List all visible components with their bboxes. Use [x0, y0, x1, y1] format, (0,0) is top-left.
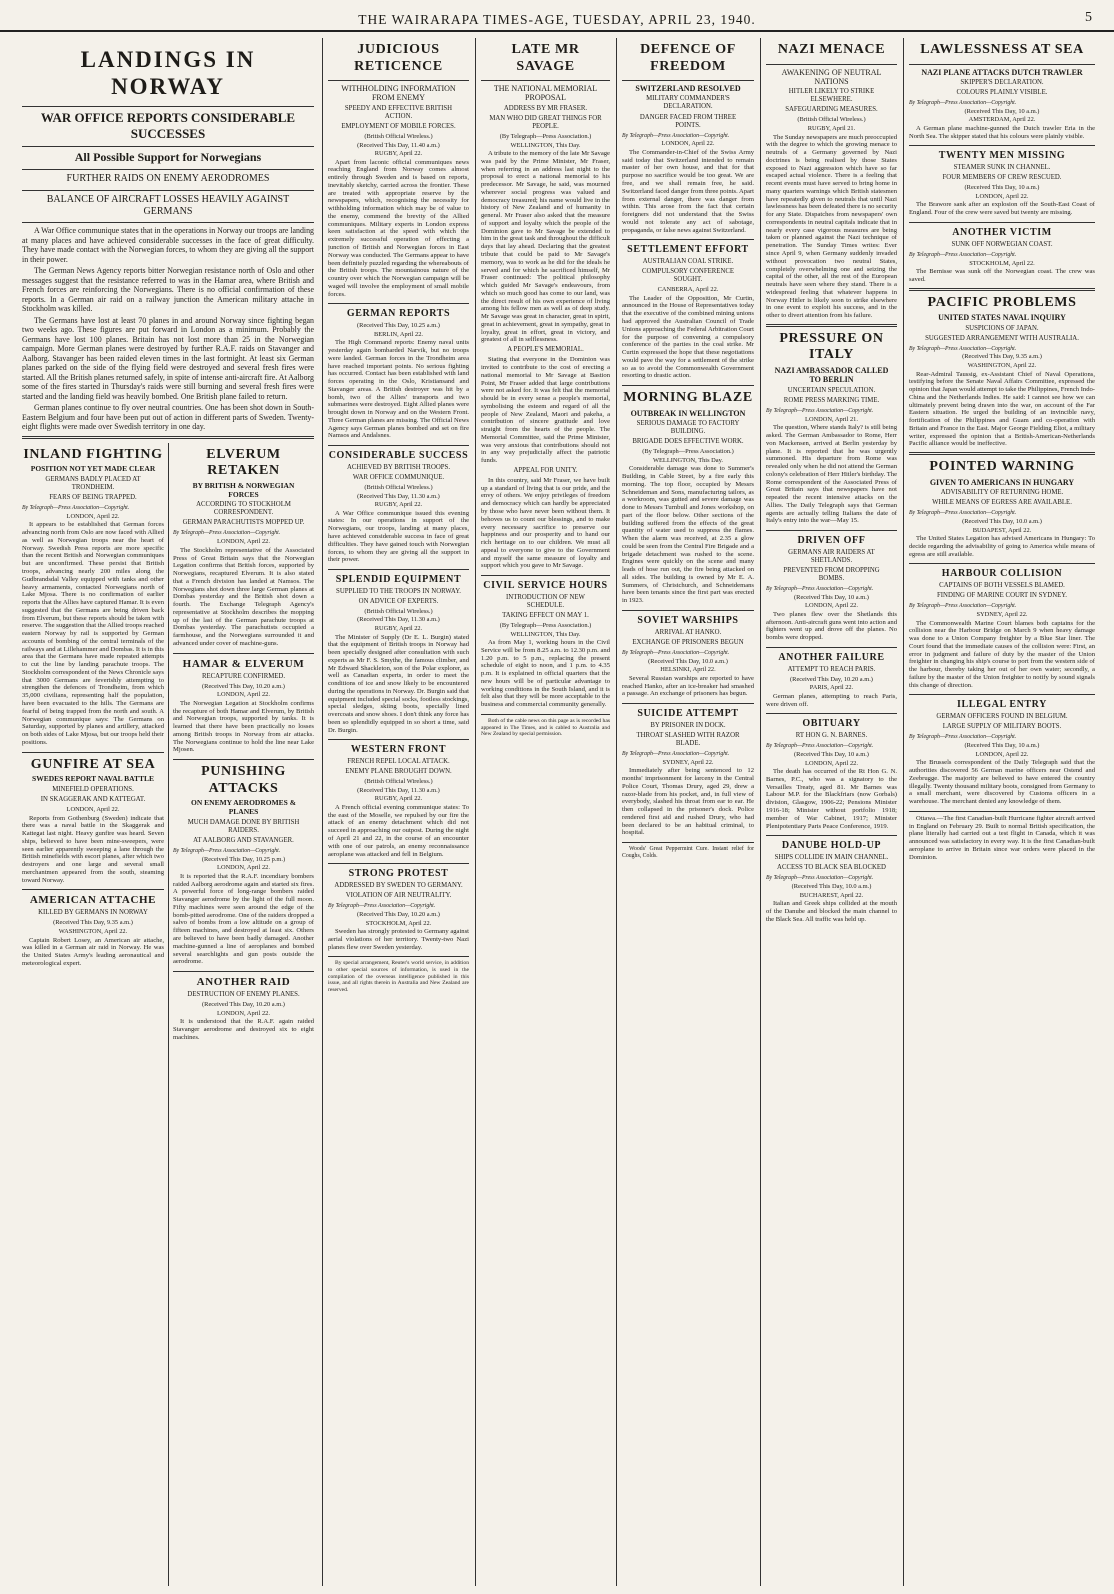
headline-late-mr-savage: LATE MR SAVAGE	[511, 42, 580, 74]
article-body: The United States Legation has advised Americans in Hungary: To decide regarding the advisability of going to America while means of egress are still available.	[909, 535, 1095, 558]
subhead: SERIOUS DAMAGE TO FACTORY BUILDING.	[636, 420, 740, 436]
subhead: ON ENEMY AERODROMES & PLANES	[191, 798, 296, 817]
headline-pressure-on-italy: PRESSURE ON ITALY	[779, 330, 884, 363]
subhead: NAZI PLANE ATTACKS DUTCH TRAWLER	[921, 67, 1083, 77]
subhead: FEARS OF BEING TRAPPED.	[49, 494, 137, 502]
received-line: (Received This Day, 9.35 a.m.)	[53, 919, 133, 927]
byline: (British Official Wireless.)	[364, 778, 433, 786]
subhead: AWAKENING OF NEUTRAL NATIONS	[781, 67, 882, 86]
dateline: BUDAPEST, April 22.	[972, 526, 1032, 534]
subhead: ON ADVICE OF EXPERTS.	[358, 597, 439, 605]
dateline: RUGBY, April 22.	[374, 150, 423, 158]
byline: By Telegraph—Press Association—Copyright.	[909, 251, 1017, 258]
article-body: The death has occurred of the Rt Hon G. N. Barnes, P.C., who was a signatory to the Versailles Treaty, aged 81. Mr Barnes was Labour M.P. for the Blackfriars (now Gorbals) division, Glasgow, 1906-22; Pensions Minister 1916-18; Minister without portfolio 1918; member of War Cabinet, 1917; Minister Plenipotentiary Paris Peace Conference, 1919.	[766, 768, 897, 830]
headline-danube-hold-up: DANUBE HOLD-UP	[781, 840, 882, 852]
subhead: ATTEMPT TO REACH PARIS.	[787, 665, 876, 673]
subhead: SWEDES REPORT NAVAL BATTLE	[32, 774, 154, 784]
dateline: RUGBY, April 22.	[374, 795, 423, 803]
headline-lawlessness-at-sea: LAWLESSNESS AT SEA	[920, 42, 1084, 57]
copyright-note: Both of the cable news on this page as is recorded has appeared in The Times, and is cabled to Australia and New Zealand by special permission.	[481, 717, 610, 738]
dateline: STOCKHOLM, April 22.	[969, 259, 1035, 267]
subhead: EXCHANGE OF PRISONERS BEGUN	[632, 638, 744, 646]
subhead: BRIGADE DOES EFFECTIVE WORK.	[632, 438, 744, 446]
subhead: FRENCH REPEL LOCAL ATTACK.	[347, 758, 450, 766]
headline-another-failure: ANOTHER FAILURE	[778, 652, 885, 664]
headline-nazi-menace: NAZI MENACE	[777, 42, 886, 57]
dateline: LONDON, April 22.	[66, 806, 120, 813]
subhead: FOUR MEMBERS OF CREW RESCUED.	[942, 174, 1062, 182]
column-4	[622, 38, 754, 1586]
advertisement-line: Woods' Great Peppermint Cure. Instant relief for Coughs, Colds.	[622, 846, 754, 859]
subhead: GIVEN TO AMERICANS IN HUNGARY	[929, 477, 1075, 487]
subhead: DESTRUCTION OF ENEMY PLANES.	[187, 991, 300, 998]
subhead: MILITARY COMMANDER'S DECLARATION.	[646, 95, 730, 111]
article-body: Two planes flew over the Shetlands this afternoon. Anti-aircraft guns went into action and fighters went up and drove off the planes. No bombs were dropped.	[766, 610, 897, 642]
article-body: The Brawore sank after an explosion off the South-East Coast of England. Four of the crew were saved but twenty are missing.	[909, 201, 1095, 217]
article-body: A French official evening communique states: To the east of the Moselle, we repulsed by our fire the attack of an enemy detachment which did not succeed in approaching our outpost. During the night of April 21 and 22, in the course of an encounter with one of our patrols, an enemy reconnaissance aeroplane was attacked and fell in Belgium.	[328, 803, 469, 858]
received-line: (Received This Day, 11.30 a.m.)	[357, 492, 440, 500]
article-body: The Bernisse was sunk off the Norwegian coast. The crew was saved.	[909, 268, 1095, 283]
article-body: Considerable damage was done to Summer's Building, in Cable Street, by a fire early this morning. The top floor, occupied by Messrs Schneideman and Sons, manufacturing tailors, as a workroom, was gutted and severe damage was done to Messrs Turnbull and Jones workshop, on part of the floor below. Other sections of the building suffered from the effects of the great quantity of water used to suppress the flames. When the alarm was received, at 2.35 a glow could be seen from the Central Fire Brigade and a brigade detachment was rushed to the scene. Engines were quickly on the scene and many leads of hose run out, the fire being attacked on all sides. The building is owned by Mr E. A. Summers, of Christchurch, and Schneidemans have been tenants since the first part was erected in 1923.	[622, 465, 754, 605]
dateline: RUGBY, April 22.	[374, 624, 423, 632]
headline-soviet-warships: SOVIET WARSHIPS	[637, 615, 739, 627]
dateline: WELLINGTON, This Day.	[510, 630, 581, 638]
subhead: OUTBREAK IN WELLINGTON	[630, 408, 746, 418]
subhead: FURTHER RAIDS ON ENEMY AERODROMES	[66, 173, 270, 185]
received-line: (Received This Day, 11.40 a.m.)	[357, 141, 440, 149]
subhead: FINDING OF MARINE COURT IN SYDNEY.	[937, 592, 1067, 600]
column-1	[22, 38, 314, 1586]
byline: By Telegraph—Press Association—Copyright.	[909, 345, 1017, 352]
subhead: WHILE MEANS OF EGRESS ARE AVAILABLE.	[932, 499, 1072, 507]
subhead: MAN WHO DID GREAT THINGS FOR PEOPLE.	[489, 114, 602, 130]
byline: By Telegraph—Press Association—Copyright.	[766, 586, 874, 593]
subhead: STEAMER SUNK IN CHANNEL.	[953, 164, 1051, 172]
received-line: (Received This Day, 11.30 a.m.)	[357, 616, 440, 624]
headline-morning-blaze: MORNING BLAZE	[623, 390, 753, 406]
headline-punishing-attacks: PUNISHING ATTACKS	[201, 764, 286, 796]
dateline: WASHINGTON, April 22.	[58, 927, 128, 935]
dateline: WELLINGTON, This Day.	[653, 456, 723, 464]
received-line: (Received This Day, 10.25 a.m.)	[357, 322, 440, 330]
subhead: COMPULSORY CONFERENCE SOUGHT.	[641, 268, 735, 284]
subhead: GERMAN OFFICERS FOUND IN BELGIUM.	[936, 713, 1068, 721]
dateline: HELSINKI, April 22.	[660, 666, 716, 674]
byline: By Telegraph—Press Association—Copyright.	[909, 99, 1017, 106]
dateline: LONDON, April 21.	[805, 415, 858, 423]
subhead: AT AALBORG AND STAVANGER.	[193, 836, 294, 844]
byline: By Telegraph—Press Association—Copyright.	[22, 505, 130, 512]
headline-american-attache: AMERICAN ATTACHE	[29, 894, 157, 907]
subhead: APPEAL FOR UNITY.	[513, 466, 578, 474]
paragraph: The German News Agency reports bitter Norwegian resistance north of Oslo and other messages suggest that the resistance referred to was in the Hamar area, where British and French forces are reinforcing the Norwegians. There is no official confirmation of these reports. In a German air raid on a railway junction the American military attache in Stockholm was killed.	[22, 266, 314, 314]
dateline: AMSTERDAM, April 22.	[968, 116, 1036, 124]
received-line: (Received This Day, 10.0 a.m.)	[648, 657, 728, 665]
headline-western-front: WESTERN FRONT	[350, 744, 447, 756]
dateline: BUCHAREST, April 22.	[799, 891, 864, 899]
headline-harbour-collision: HARBOUR COLLISION	[941, 568, 1063, 580]
article-body: Apart from laconic official communiques news reaching England from Norway comes almost entirely through Sweden and is based on reports, inevitably sketchy, carried across the frontier. These are treated with appropriate reserve by the newspapers, which, recognising the necessity for withholding information which may be of value to the enemy, commend the brevity of the Allied communiques. Military experts in London express keen satisfaction at the speed with which the extremely successful operation of effecting a junction of British and Norwegian forces in East Norway was conducted. The Germans appear to have been definitely puzzled regarding the whereabouts of the British troops. The mountainous nature of the country over which the Norwegian campaign will be waged will involve the employment of small mobile forces.	[328, 158, 469, 298]
article-body: German planes, attempting to reach Paris, were driven off.	[766, 692, 897, 708]
dateline: LONDON, April 22.	[805, 759, 858, 767]
byline: (By Telegraph—Press Association.)	[642, 448, 734, 456]
article-body: Italian and Greek ships collided at the mouth of the Danube and blocked the main channel to the Black Sea. All traffic was held up.	[766, 900, 897, 923]
article-body: It is reported that the R.A.F. incendiary bombers raided Aalborg aerodrome again and started six fires. A powerful force of long-range bombers raided Stavanger aerodrome by the light of the full moon. Fifty machines were seen around the edge of the bomb-pitted aerodrome. One of the raiders dropped a salvo of bombs from a low altitude on a group of fifteen machines, and destroyed at least six. Others are believed to have been badly damaged. Another machine-gunned a line of aeroplanes and bombed several searchlights and gun posts outside the aerodrome.	[173, 872, 314, 966]
dateline: LONDON, April 22.	[217, 691, 270, 699]
article-body: A War Office communique issued this evening states: In our operations in support of the Norwegians, our troops, landing at many places, have achieved considerable success in face of great difficulties. They have gained touch with Norwegian forces, to whom they are giving all the support in their power.	[328, 509, 469, 564]
subhead: ADDRESS BY MR FRASER.	[503, 104, 588, 112]
subhead: GERMANS BADLY PLACED AT TRONDHEIM.	[45, 475, 141, 491]
subcolumn-left	[22, 443, 164, 1586]
headline-splendid-equipment: SPLENDID EQUIPMENT	[335, 574, 462, 586]
dateline: RUGBY, April 21.	[807, 124, 856, 132]
byline: (British Official Wireless.)	[364, 607, 433, 615]
subhead: COLOURS PLAINLY VISIBLE.	[956, 88, 1048, 96]
dateline: CANBERRA, April 22.	[657, 286, 719, 294]
dateline: LONDON, April 22.	[217, 864, 270, 872]
byline: By Telegraph—Press Association—Copyright.	[173, 847, 281, 854]
subhead: MINEFIELD OPERATIONS.	[52, 785, 134, 793]
subhead: ACCESS TO BLACK SEA BLOCKED	[777, 864, 886, 872]
received-line: (Received This Day, 10.20 a.m.)	[202, 682, 285, 690]
column-rule	[760, 38, 761, 1586]
subhead: TAKING EFFECT ON MAY 1.	[502, 611, 589, 619]
byline: By Telegraph—Press Association—Copyright.	[909, 603, 1017, 610]
article-body: A tribute to the memory of the late Mr Savage was paid by the Prime Minister, Mr Fraser, when referring in an address last night to the proposal to erect a national memorial to his predecessor. Mr Savage, he said, was mourned wherever social progress was valued and democracy treasured; his name would live in the history of New Zealand and of humanity in general. Mr Fraser also asked that the measure of support and loyalty which the people of the Dominion gave to Mr Savage be extended to him in the great task and throughout the difficult days that lay ahead. Declaring that the greatest tribute that could be paid to Mr Savage's memory, was to work as he did for the ideals he served and for which he sacrificed himself, Mr Fraser continued: The political philosophy which guided Mr Savage's endeavours, from which so much good has come to our land, was the direct result of his own experience of living among his fellow men as well as of deep study. Mr Savage was great in character, great in spirit, great in achievement, great in sympathy, great in loyalty, great in effort, great in victory, and greatest of all in selflessness.	[481, 150, 610, 344]
headline-twenty-men-missing: TWENTY MEN MISSING	[938, 150, 1066, 162]
subhead: SHIPS COLLIDE IN MAIN CHANNEL.	[774, 854, 889, 862]
headline-inland-fighting: INLAND FIGHTING	[23, 446, 163, 462]
received-line: (Received This Day, 10.20 a.m.)	[790, 675, 873, 683]
subhead: WITHHOLDING INFORMATION FROM ENEMY	[341, 84, 456, 103]
headline-another-victim: ANOTHER VICTIM	[952, 226, 1052, 238]
headline-german-reports: GERMAN REPORTS	[346, 308, 451, 320]
article-body: The Brussels correspondent of the Daily Telegraph said that the authorities discovered 56 German marine officers near Ostend and Zeebrugge. The majority are believed to have entered the country illegally. Twenty thousand military boots, consigned from Germany to a small merchant, were discovered by Customs officers in a warehouse. The merchant denied any knowledge of them.	[909, 759, 1095, 806]
byline: By Telegraph—Press Association—Copyright.	[622, 132, 730, 139]
headline-obituary: OBITUARY	[802, 718, 861, 730]
subhead: RECAPTURE CONFIRMED.	[201, 672, 286, 680]
article-body: The Leader of the Opposition, Mr Curtin, announced in the House of Representatives today that the executive of the combined mining unions had approved the Australian Council of Trade Unions approaching the Federal Arbitration Court for the purpose of convening a compulsory conference of the parties in the coal strike. Mr Curtin expressed the hope that these negotiations would pave the way for a settlement of the strike so as to avoid the Commonwealth Government resorting to drastic action.	[622, 294, 754, 380]
byline: By Telegraph—Press Association—Copyright.	[766, 407, 874, 414]
byline: (By Telegraph—Press Association.)	[499, 621, 592, 629]
byline: (British Official Wireless.)	[364, 484, 433, 492]
byline: By Telegraph—Press Association—Copyright.	[173, 530, 281, 537]
dateline: WASHINGTON, April 22.	[967, 361, 1037, 369]
headline-suicide-attempt: SUICIDE ATTEMPT	[637, 708, 739, 720]
column-2	[328, 38, 469, 1586]
dateline: PARIS, April 22.	[809, 684, 854, 692]
subhead: INTRODUCTION OF NEW SCHEDULE.	[506, 593, 585, 609]
article-body: Captain Robert Losey, an American air attache, was killed in a German air raid in Norway. He was the United States Army's leading aeronautical and meteorological expert.	[22, 936, 164, 967]
byline: (British Official Wireless.)	[364, 132, 433, 140]
subhead: THE NATIONAL MEMORIAL PROPOSAL	[493, 84, 598, 103]
column-rule	[616, 38, 617, 1586]
headline-gunfire-at-sea: GUNFIRE AT SEA	[30, 756, 156, 772]
subhead: GERMAN PARACHUTISTS MOPPED UP.	[182, 519, 305, 527]
subhead: WAR OFFICE REPORTS CONSIDERABLE SUCCESSES	[40, 110, 296, 141]
byline: By Telegraph—Press Association—Copyright.	[622, 750, 730, 757]
dateline: RUGBY, April 22.	[374, 501, 423, 509]
headline-driven-off: DRIVEN OFF	[797, 535, 866, 547]
received-line: (Received This Day, 10 a.m.)	[794, 751, 869, 759]
byline: By Telegraph—Press Association—Copyright.	[909, 734, 1017, 741]
subhead: NAZI AMBASSADOR CALLED TO BERLIN	[774, 365, 889, 385]
received-line: (Received This Day, 9.35 a.m.)	[962, 353, 1042, 361]
subcolumn-right	[173, 443, 314, 1586]
column-rule	[903, 38, 904, 1586]
article-body: The Stockholm representative of the Associated Press of Great Britain says that the Norwegian Legation confirms that British forces, supported by Norwegians, recaptured Elverum. It is also stated that a French division has landed at Namsos. The Norwegians shot down three large German planes at Dombas yesterday and the British shot down a fourth. The Exchange Telegraph Agency's representative at Stockholm describes the mopping up of the last of the German parachute troops at Dombas yesterday. The parachutists occupied a farmhouse, and the Norwegians surrounded it and advanced under cover of machine-guns.	[173, 546, 314, 647]
subhead: WAR OFFICE COMMUNIQUE.	[352, 474, 445, 482]
news-brief: Ottawa.—The first Canadian-built Hurricane fighter aircraft arrived in England on February 29. Built to normal British specification, the plane literally had carried out a test flight in Canada, which it was announced was satisfactory in every way. It is the first Canadian-built aeroplane to arrive in Britain since war orders were placed in the Dominion.	[909, 814, 1095, 861]
article-body: As from May 1, working hours in the Civil Service will be from 8.25 a.m. to 12.30 p.m. and 1.20 p.m. to 5 p.m., replacing the present schedule of eight to noon, and 1 p.m. to 4.35 p.m. It is explained in official quarters that the new hours will be of particular advantage to working conditions in the South Island, and it is felt also that they will be more acceptable to the business and commercial community generally.	[481, 639, 610, 709]
dateline: LONDON, April 22.	[661, 140, 715, 148]
received-line: (Received This Day, 10.20 a.m.)	[357, 910, 440, 918]
subhead: BY PRISONER IN DOCK.	[650, 721, 726, 729]
headline-another-raid: ANOTHER RAID	[196, 976, 291, 989]
received-line: (Received This Day, 10 a.m.)	[964, 107, 1040, 115]
masthead	[0, 0, 1114, 32]
article-body: It appears to be established that German forces advancing north from Oslo are now faced with Allied as well as Norwegian troops near the heart of Norway. Swedish Press reports are more specific than the recent British and Norwegian communiques but are unconfirmed. These persist that British troops, advancing nearly 200 miles along the Gudbrandsdal Valley equipped with tanks and other heavy armaments, contacted Norwegians north of Lake Mjosa. There is no confirmation of earlier reports that the Allies have captured Hamar. It is even suggested that the Germans are being driven back from Elverum, but these reports should be taken with reserve. The suggestion that the Allied troops reached eastern Norway by rail is supported by German accounts of bombing of the central terminals of the railways and at Lillehammer and Dombas. It is in this area that the Germans have made repeated attempts to cut the line by landing parachute troops. The Stockholm correspondent of the News Chronicle says that 3000 Germans are feverishly attempting to strengthen the defences of Trondheim, from which 35,000 civilians, representing half the population, have been evacuated to the hills. The Germans are fearful of being trapped from the north and south. A Norwegian communique says: The Germans on Saturday, supported by planes and artillery, attacked on both sides of Lake Mjosa, but our troops held their positions.	[22, 521, 164, 746]
subhead: ADDRESSED BY SWEDEN TO GERMANY.	[334, 882, 463, 890]
column-rule	[475, 38, 476, 1586]
headline-pointed-warning: POINTED WARNING	[929, 459, 1075, 475]
subhead: VIOLATION OF AIR NEUTRALITY.	[345, 892, 452, 900]
column-6	[909, 38, 1095, 1586]
subhead: SPEEDY AND EFFECTIVE BRITISH ACTION.	[344, 104, 453, 120]
byline: By Telegraph—Press Association—Copyright.	[328, 903, 436, 910]
lead-article-body	[22, 226, 314, 431]
article-body: The Commander-in-Chief of the Swiss Army said today that Switzerland intended to remain master of her own house, and that for that purpose no sacrifice would be too great. We are free, and we shall remain free, he said. Switzerland faced danger from three points. Apart from external danger, there was danger from within. This arose from the fact that certain foreigners did not understand that the Swiss would not tolerate any act of sabotage, propaganda, or false news against Switzerland.	[622, 148, 754, 234]
subhead: BY BRITISH & NORWEGIAN FORCES	[192, 480, 295, 499]
paragraph: A War Office communique states that in the operations in Norway our troops are landing at many places and have achieved considerable successes in the face of great difficulty. They have made contact with the Norwegian forces, to whom they are giving all the support in their power.	[22, 226, 314, 264]
subhead: SWITZERLAND RESOLVED	[635, 84, 741, 94]
dateline: LONDON, April 22.	[805, 602, 858, 610]
paragraph: The Germans have lost at least 70 planes in and around Norway since fighting began two weeks ago. These figures are put forward in London as a minimum. Probably the Germans have lost 100 planes. Britain has not lost more than 25 in the Norwegian campaign. More German planes were destroyed by further R.A.F. raids on Stavanger and Aalborg. Stavanger has been raided eleven times in the last fortnight. At least six German planes parked on the side of the flying field were destroyed and several fresh fires were started. All the British planes returned safely, in spite of intense anti-aircraft fire. At Aalborg some of the fires started in Thursday's raids were still burning and several fresh fires were started and the landing field was heavily bombed. One British plane failed to return.	[22, 315, 314, 401]
subhead: SUSPICIONS OF JAPAN.	[965, 324, 1039, 332]
article-body: Sweden has strongly protested to Germany against aerial violations of her territory. Twenty-two Nazi planes flew over Sweden yesterday.	[328, 928, 469, 951]
received-line: (Received This Day, 10.0 a.m.)	[791, 882, 872, 890]
received-line: (Received This Day, 10.0 a.m.)	[962, 517, 1042, 525]
dateline: LONDON, April 22.	[975, 750, 1029, 758]
byline: (British Official Wireless.)	[797, 116, 866, 124]
headline-illegal-entry: ILLEGAL ENTRY	[957, 699, 1047, 711]
byline: By Telegraph—Press Association—Copyright.	[766, 875, 874, 882]
received-line: (Received This Day, 10 a.m.)	[964, 184, 1040, 192]
subhead: HITLER LIKELY TO STRIKE ELSEWHERE.	[788, 88, 875, 104]
article-body: The question, Where stands Italy? is still being asked. The German Ambassador to Rome, Herr von Mackensen, arrived at Berlin yesterday by plane. It is reported that he was urgently summoned. His departure from Rome was revealed only when he did not attend the German colony's celebration of Herr Hitler's birthday. The Rome correspondent of the Associated Press of Great Britain says that newspapers have not repeated the recent intensive attacks on the Allies. The Daily Telegraph says that German agents are actually telling Italians the date of Italy's entry into the war—May 15.	[766, 424, 897, 525]
article-body: The Commonwealth Marine Court blames both captains for the collision near the Harbour Bridge on March 9 when heavy damage was done to a Union Company freighter by a Blue Star liner. The Court found that the immediate causes of the collision were: First, an error in judgment and failure of duty by the master of the Union freighter in changing his ship's course to port from the western side of the harbour, thereby taking her out of her own water; secondly, a failure by the master of the Union freighter to notify by sound signals this change of direction.	[909, 619, 1095, 689]
subhead: SUGGESTED ARRANGEMENT WITH AUSTRALIA.	[925, 334, 1079, 342]
page-number: 5	[1085, 10, 1092, 25]
received-line: (Received This Day, 10.20 a.m.)	[202, 1001, 285, 1009]
subhead: All Possible Support for Norwegians	[74, 149, 262, 164]
subhead: LARGE SUPPLY OF MILITARY BOOTS.	[942, 723, 1062, 731]
headline-landings-in-norway: LANDINGS IN NORWAY	[80, 47, 256, 100]
article-body: Several Russian warships are reported to have reached Hanko, after an ice-breaker had smashed a passage. An exchange of prisoners has begun.	[622, 674, 754, 698]
dateline: LONDON, April 22.	[975, 192, 1029, 200]
byline: (By Telegraph—Press Association.)	[499, 132, 592, 140]
subhead: ACHIEVED BY BRITISH TROOPS.	[346, 464, 451, 472]
article-body: It is understood that the R.A.F. again raided Stavanger aerodrome and destroyed six to eight machines.	[173, 1018, 314, 1041]
dateline: LONDON, April 22.	[66, 512, 120, 520]
subhead: UNITED STATES NAVAL INQUIRY	[938, 313, 1066, 323]
subhead: BALANCE OF AIRCRAFT LOSSES HEAVILY AGAINST GERMANS	[46, 193, 290, 217]
article-body: The Sunday newspapers are much preoccupied with the degree to which the growing menace to neutrals of a Germany governed by Nazi doctrines is being realised by those States exposed to Nazi aggression which have so far escaped actual violence. There is a feeling that recent events must have served to bring home in many quarters warnings which British statesmen have repeatedly given to neutrals that until Nazi lawlessness has been defeated there is no security for any State. Dispatches from newspapers' own correspondents in neutral capitals indicate that in nearly every case vigorous measures are being taken or planned against the Nazi technique of penetration. The Sunday Times writes: Ever since April 9, when Germany suddenly invaded without provocation two neutral States, completely overwhelming one and seizing the capital of the other, all the rest of the European neutrals have seen where they stand. There is a widespread feeling that whatever happens in Norway Hitler is likely soon to strike elsewhere in one event to exploit his success, and in the other to divert attention from his failure.	[766, 133, 897, 320]
headline-judicious-reticence: JUDICIOUS RETICENCE	[354, 42, 443, 74]
dateline: LONDON, April 22.	[217, 538, 270, 546]
column-rule	[322, 38, 323, 1586]
byline: By Telegraph—Press Association—Copyright.	[622, 649, 730, 656]
dateline: STOCKHOLM, April 22.	[365, 919, 432, 927]
byline: By Telegraph—Press Association—Copyright.	[766, 743, 874, 750]
masthead-title: THE WAIRARAPA TIMES-AGE, TUESDAY, APRIL 23, 1940.	[358, 12, 756, 27]
copyright-note: By special arrangement, Reuter's world service, in addition to other special sources of information, is used in the compilation of the overseas intelligence published in this issue, and all rights therein in Australia and New Zealand are reserved.	[328, 960, 469, 993]
article-body: Reports from Gothenburg (Sweden) indicate that there was a naval battle in the Skaggerak and Kattegat last night. Heavy gunfire was heard. Seven ships, believed to have been mine-sweepers, were seen earlier apparently sweeping a lane through the British minefields with escort planes, after which two destroyers and one large and several small merchantmen appeared from the south, steaming toward Norway.	[22, 814, 164, 884]
subhead: POSITION NOT YET MADE CLEAR	[30, 464, 156, 474]
subhead: EMPLOYMENT OF MOBILE FORCES.	[341, 122, 456, 130]
article-body: Immediately after being sentenced to 12 months' imprisonment for larceny in the Central Police Court, Thomas Drury, aged 29, drew a razor-blade from his pocket, and, in full view of everybody, slashed his throat from ear to ear. He then collapsed in the prisoner's dock. Police rendered first aid and rushed Drury, who had been declared to be an habitual criminal, to hospital.	[622, 767, 754, 837]
subhead: AUSTRALIAN COAL STRIKE.	[642, 258, 734, 266]
headline-considerable-success: CONSIDERABLE SUCCESS	[328, 450, 469, 462]
subhead: ENEMY PLANE BROUGHT DOWN.	[345, 768, 452, 776]
paragraph: German planes continue to fly over neutral countries. One has been shot down in South-Eastern Belgium and four have been put out of action in different parts of Sweden. Twenty-eight flights were made over Swedish territory in one day.	[22, 403, 314, 432]
received-line: (Received This Day, 10 a.m.)	[964, 742, 1040, 750]
article-body: The Norwegian Legation at Stockholm confirms the recapture of both Hamar and Elverum, by British and Norwegian troops, supported by tanks. It is learned that there have been practically no losses among British troops in Norway from air attacks. The Norwegians continue to hold the line near Lake Mjosen.	[173, 699, 314, 754]
subhead: ACCORDING TO STOCKHOLM CORRESPONDENT.	[196, 501, 291, 517]
article-body: The High Command reports: Enemy naval units yesterday again bombarded Narvik, but no troops were landed. German forces in the Trondheim area have reached important points. No serious fighting has occurred. Contact has been established with land forces operating in the Oslo, Kristiansand and Stavanger areas. A British destroyer was hit by a bomb, two of the Allies' transports and two submarines were destroyed. Eight Allied planes were brought down in Norway and on the Western Front. Three German planes are missing. The Official News Agency says German planes bombed and set on fire Namsos and Andalsnes.	[328, 339, 469, 440]
headline-pacific-problems: PACIFIC PROBLEMS	[927, 294, 1077, 310]
article-body: The Minister of Supply (Dr E. L. Burgin) stated that the equipment of British troops in Norway had been specially designed after consultation with such experts as Mr F. S. Smythe, the famous climber, and Mr Edward Shackleton, son of the Polar explorer, as well as Canadian experts, in order to meet the conditions of ice and snow likely to be encountered during the operations in Norway. Dr. Burgin said that equipment included special socks, footless stockings, special sledges, skiing boots, specially lined overcoats and snow shoes. I don't think any force has been so splendidly equipped in so short a time, said Dr. Burgin.	[328, 633, 469, 734]
subhead: GERMANS AIR RAIDERS AT SHETLANDS.	[788, 548, 875, 564]
subhead: IN SKAGGERAK AND KATTEGAT.	[40, 795, 146, 803]
subhead: ADVISABILITY OF RETURNING HOME.	[940, 489, 1064, 497]
subhead: ARRIVAL AT HANKO.	[654, 628, 722, 636]
subhead: DANGER FACED FROM THREE POINTS.	[639, 113, 737, 129]
subhead: SKIPPER'S DECLARATION.	[960, 78, 1044, 86]
subhead: PREVENTED FROM DROPPING BOMBS.	[783, 567, 880, 583]
headline-elverum-retaken: ELVERUM RETAKEN	[206, 446, 281, 479]
dateline: BERLIN, April 22.	[374, 330, 423, 338]
subhead: SAFEGUARDING MEASURES.	[785, 106, 878, 114]
subhead: SUNK OFF NORWEGIAN COAST.	[951, 240, 1053, 248]
column-5	[766, 38, 897, 1586]
dateline: WELLINGTON, This Day.	[510, 141, 581, 149]
article-body: In this country, said Mr Fraser, we have built up a standard of living that is our pride, and the envy of others. We enjoy privileges of freedom and democracy which can hardly be appreciated by those who have never been without them. It behoves us to count our blessings, and to make every necessary sacrifice to preserve our happiness and our prosperity and to hand our rich heritage on to our children. We must all appeal to everyone to give to the Government and myself the same measure of loyalty and support which you gave to Mr Savage.	[481, 476, 610, 570]
subhead: ROME PRESS MARKING TIME.	[783, 396, 880, 404]
article-body: Rear-Admiral Taussig, ex-Assistant Chief of Naval Operations, testifying before the Senate Naval Affairs Committee, expressed the opinion that Japan would attempt to take the Philippines, French Indo-China and the Netherlands Indies. He said: I cannot see how we can ultimately prevent being drawn into the war, on account of the Far Eastern situation. He urged the building of an invincible navy, fortification of the Philippines and Guam and co-operation with Britain and France in the East. Major George Fielding Eliot, a military writer, expressed the opinion that a British-American-Netherlands Pacific alliance would be ineffective.	[909, 370, 1095, 448]
subhead: KILLED BY GERMANS IN NORWAY	[38, 909, 148, 917]
subhead: RT HON G. N. BARNES.	[795, 732, 868, 740]
column-3	[481, 38, 610, 1586]
received-line: (Received This Day, 11.30 a.m.)	[357, 786, 440, 794]
received-line: (Received This Day, 10 a.m.)	[794, 593, 869, 601]
subhead: CAPTAINS OF BOTH VESSELS BLAMED.	[939, 582, 1065, 590]
received-line: (Received This Day, 10.25 p.m.)	[201, 855, 286, 863]
article-body: Stating that everyone in the Dominion was invited to contribute to the cost of erecting a national memorial to Mr Savage at Bastion Point, Mr Fraser added that large contributions were not asked for. It was felt that the memorial should be in every sense a people's memorial, symbolising the esteem and regard of all the people of New Zealand, Maori and pakeha, a contribution of sincere gratitude and love straight from the hearts of the people. The Memorial Committee, said the Prime Minister, was very anxious that contributions should not in any way prejudicially affect the patriotic funds.	[481, 356, 610, 465]
headline-defence-of-freedom: DEFENCE OF FREEDOM	[640, 42, 736, 74]
dateline: SYDNEY, April 22.	[662, 758, 714, 766]
dateline: SYDNEY, April 22.	[976, 611, 1028, 619]
subhead: UNCERTAIN SPECULATION.	[787, 386, 876, 394]
byline: By Telegraph—Press Association—Copyright.	[909, 510, 1017, 517]
subhead: MUCH DAMAGE DONE BY BRITISH RAIDERS.	[187, 818, 300, 834]
dateline: LONDON, April 22.	[217, 1009, 270, 1017]
headline-civil-service-hours: CIVIL SERVICE HOURS	[483, 580, 608, 592]
subhead: SUPPLIED TO THE TROOPS IN NORWAY.	[336, 587, 461, 595]
article-body: A German plane machine-gunned the Dutch trawler Eria in the North Sea. The skipper stated that his colours were plainly visible.	[909, 124, 1095, 140]
subhead: THROAT SLASHED WITH RAZOR BLADE.	[636, 731, 740, 747]
subhead: A PEOPLE'S MEMORIAL.	[507, 346, 584, 354]
headline-hamar-elverum: HAMAR & ELVERUM	[182, 657, 305, 670]
headline-strong-protest: STRONG PROTEST	[348, 868, 449, 880]
headline-settlement-effort: SETTLEMENT EFFORT	[627, 244, 749, 256]
